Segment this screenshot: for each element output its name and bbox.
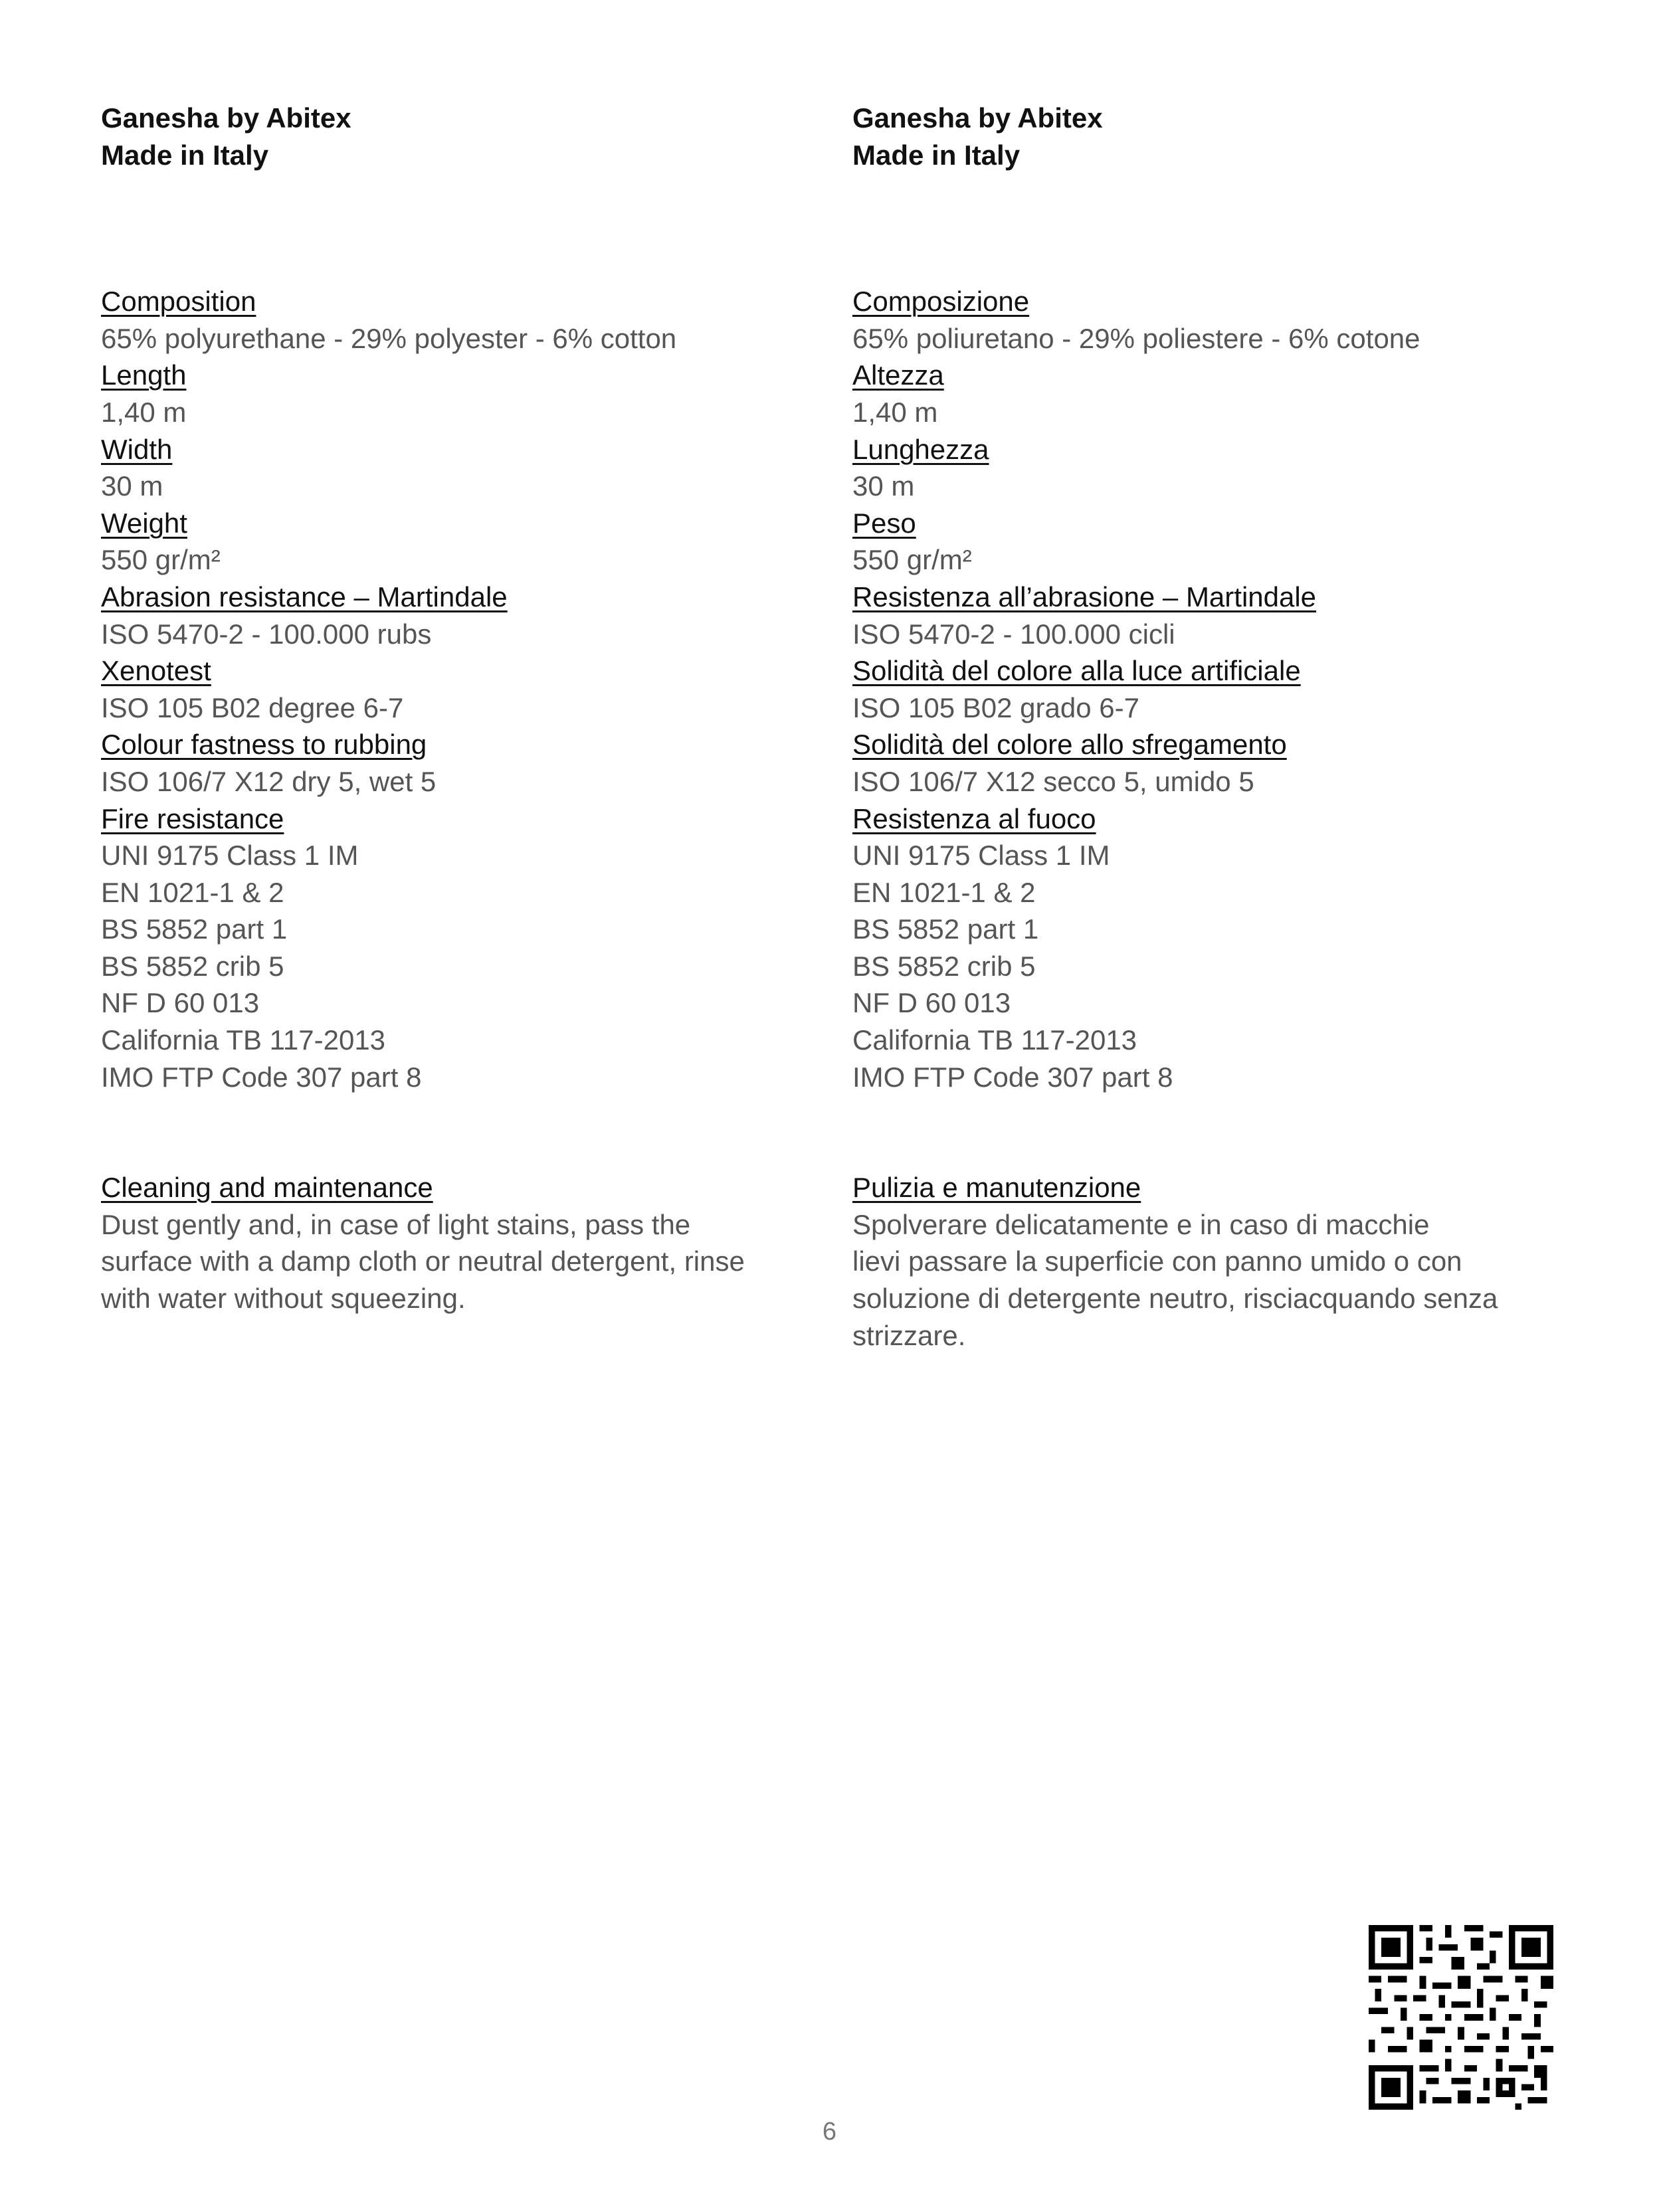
spec-value: EN 1021-1 & 2 bbox=[852, 876, 1036, 908]
care-line: soluzione di detergente neutro, risciacquando senza bbox=[852, 1283, 1498, 1315]
spec-value: NF D 60 013 bbox=[852, 987, 1011, 1019]
spec-label: Altezza bbox=[852, 359, 944, 391]
spec-value: 1,40 m bbox=[852, 396, 938, 428]
care-line: Spolverare delicatamente e in caso di macchie bbox=[852, 1208, 1430, 1240]
care-section bbox=[852, 1169, 1583, 1354]
spec-value: ISO 5470-2 - 100.000 rubs bbox=[101, 618, 432, 650]
spec-label: Lunghezza bbox=[852, 433, 989, 465]
spec-label: Xenotest bbox=[101, 655, 211, 687]
page-number: 6 bbox=[822, 2118, 837, 2146]
care-text bbox=[852, 1206, 1583, 1354]
spec-value: NF D 60 013 bbox=[101, 987, 260, 1019]
spec-value: IMO FTP Code 307 part 8 bbox=[101, 1061, 422, 1093]
care-title: Cleaning and maintenance bbox=[101, 1172, 433, 1204]
spec-value: 30 m bbox=[852, 470, 915, 502]
spec-value: ISO 106/7 X12 dry 5, wet 5 bbox=[101, 765, 437, 797]
spec-value: ISO 105 B02 grado 6-7 bbox=[852, 691, 1139, 723]
specs-list bbox=[852, 283, 1583, 1095]
spec-value: California TB 117-2013 bbox=[101, 1024, 386, 1056]
spec-value: 65% polyurethane - 29% polyester - 6% cotton bbox=[101, 322, 677, 354]
spec-value: IMO FTP Code 307 part 8 bbox=[852, 1061, 1173, 1093]
spec-label: Length bbox=[101, 359, 187, 391]
english-column bbox=[101, 100, 832, 1317]
spec-value: California TB 117-2013 bbox=[852, 1024, 1137, 1056]
spec-label: Peso bbox=[852, 507, 916, 539]
qr-code-icon[interactable] bbox=[1369, 1925, 1553, 2110]
care-title: Pulizia e manutenzione bbox=[852, 1172, 1141, 1204]
spec-value: BS 5852 part 1 bbox=[101, 913, 288, 945]
spec-value: UNI 9175 Class 1 IM bbox=[101, 840, 359, 872]
spec-label: Solidità del colore alla luce artificiale bbox=[852, 655, 1301, 687]
care-section bbox=[101, 1169, 832, 1317]
care-line: surface with a damp cloth or neutral detergent, rinse bbox=[101, 1245, 745, 1277]
origin: Made in Italy bbox=[101, 139, 269, 171]
spec-value: EN 1021-1 & 2 bbox=[101, 876, 284, 908]
brand-name: Ganesha by Abitex bbox=[101, 102, 351, 134]
spec-label: Composizione bbox=[852, 286, 1030, 318]
spec-value: ISO 5470-2 - 100.000 cicli bbox=[852, 618, 1175, 650]
spec-value: BS 5852 crib 5 bbox=[101, 950, 284, 982]
care-line: strizzare. bbox=[852, 1319, 966, 1351]
care-line: with water without squeezing. bbox=[101, 1283, 466, 1315]
spec-label: Weight bbox=[101, 507, 187, 539]
spec-label: Resistenza al fuoco bbox=[852, 802, 1096, 834]
brand-block bbox=[101, 100, 832, 173]
origin: Made in Italy bbox=[852, 139, 1021, 171]
brand-block bbox=[852, 100, 1583, 173]
spec-value: ISO 106/7 X12 secco 5, umido 5 bbox=[852, 765, 1254, 797]
spec-value: 65% poliuretano - 29% poliestere - 6% cotone bbox=[852, 322, 1420, 354]
spec-value: UNI 9175 Class 1 IM bbox=[852, 840, 1110, 872]
spec-value: 550 gr/m² bbox=[101, 544, 221, 576]
spec-value: 30 m bbox=[101, 470, 163, 502]
italian-column bbox=[852, 100, 1583, 1354]
spec-value: 1,40 m bbox=[101, 396, 187, 428]
spec-label: Composition bbox=[101, 286, 256, 318]
spec-label: Fire resistance bbox=[101, 802, 284, 834]
spec-label: Solidità del colore allo sfregamento bbox=[852, 729, 1287, 761]
spec-label: Colour fastness to rubbing bbox=[101, 729, 427, 761]
brand-name: Ganesha by Abitex bbox=[852, 102, 1103, 134]
spec-value: BS 5852 crib 5 bbox=[852, 950, 1036, 982]
spec-value: BS 5852 part 1 bbox=[852, 913, 1039, 945]
spec-label: Resistenza all’abrasione – Martindale bbox=[852, 581, 1317, 612]
care-line: Dust gently and, in case of light stains, pass the bbox=[101, 1208, 691, 1240]
spec-label: Width bbox=[101, 433, 173, 465]
care-line: lievi passare la superficie con panno umido o con bbox=[852, 1245, 1462, 1277]
spec-value: ISO 105 B02 degree 6-7 bbox=[101, 691, 404, 723]
spec-value: 550 gr/m² bbox=[852, 544, 972, 576]
spec-label: Abrasion resistance – Martindale bbox=[101, 581, 508, 612]
specs-list bbox=[101, 283, 832, 1095]
care-text bbox=[101, 1206, 832, 1317]
